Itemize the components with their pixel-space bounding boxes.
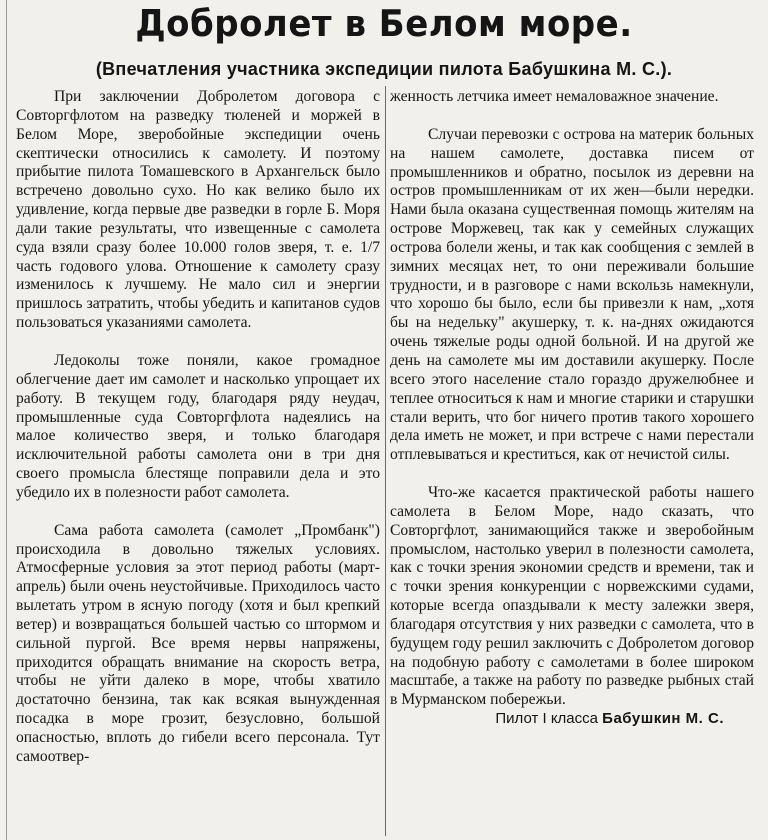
page-edge-rule <box>6 0 7 840</box>
signature <box>390 710 724 729</box>
article-title: Добролет в Белом море. <box>135 2 633 46</box>
right-column <box>390 88 754 729</box>
article-subtitle: (Впечатления участника экспедиции пилота Бабушкина М. С.). <box>95 59 673 79</box>
signature-name: Бабушкин М. С. <box>602 710 724 728</box>
paragraph-5: Что-же касается практической работы нашего самолета в Белом Море, надо сказать, что Совторгфлот, занимающийся также и зверобойным промыслом, настолько уверил в полезности самолета, как с точки зрения экономии средств и времени, так и с точки зрения конкуренции с норвежскими судами, которые всегда опаздывали к месту залежки зверя, благодаря отсутствия у них разведки с самолета, что в будущем году решил заключить с Добролетом договор на подобную работу с самолетами в более широком масштабе, а также на работу по разведке рыбных стай в Мурманском побережьи. <box>390 484 754 709</box>
paragraph-2: Ледоколы тоже поняли, какое громадное облегчение дает им самолет и насколько упрощает их работу. В текущем году, благодаря ряду неудач, промышленные суда Совторгфлота надеялись на малое количество зверя, и только благодаря исключительной работы самолета они в три дня своего промысла блестяще поправили дела и это убедило их в полезности работ самолета. <box>16 351 380 501</box>
paragraph-3-continued: женность летчика имеет немаловажное значение. <box>390 88 719 105</box>
paragraph-4: Случаи перевозки с острова на материк больных на нашем самолете, доставка писем от промышленников и обратно, посылок из деревни на остров промышленникам от их жен—были нередки. Нами была оказана существенная помощь жителям на острове Моржевец, так как у семейных служащих острова болели жены, и так как сообщения с землей в зимних месяцах нет, то они переживали большие трудности, и в разговоре с нами вскользь намекнули, что хорошо бы было, если бы привезли к нам, „хотя бы на недельку" акушерку, т. к. на-днях ожидаются очень тяжелые роды одной больной. И на другой же день на самолете мы им доставили акушерку. После всего этого население стало гораздо дружелюбнее и теплее относиться к нам и многие старики и старушки стали верить, что бог ничего против такого хорошего дела иметь не может, и при встрече с нами перестали отплевываться и креститься, как от нечистой силы. <box>390 125 754 464</box>
left-column <box>16 88 380 767</box>
signature-rank: Пилот I класса <box>495 710 598 728</box>
column-divider <box>385 86 386 836</box>
paragraph-3: Сама работа самолета (самолет „Промбанк") происходила в довольно тяжелых условиях. Атмосферные условия за этот период работы (март-апрель) были очень неустойчивые. Приходилось часто вылетать утром в ясную погоду (хотя и был крепкий ветер) и возвращаться большей частью со штормом и сильной пургой. Все время нервы напряжены, приходится обращать внимание на скорость ветра, чтобы не уйти далеко в море, чтобы хватило достаточно бензина, так как всякая вынужденная посадка в море грозит, безусловно, большой опасностью, вплоть до гибели всего персонала. Тут самоотвер- <box>16 521 380 765</box>
paragraph-1: При заключении Добролетом договора с Совторгфлотом на разведку тюленей и моржей в Белом Море, зверобойные экспедиции очень скептически относились к самолету. И поэтому прибытие пилота Томашевского в Архангельск было встречено довольно сухо. Но как велико было их удивление, когда первые две разведки в горле Б. Моря дали такие результаты, что извещенные с самолета суда взяли сразу более 10.000 голов зверя, т. е. 1/7 часть годового улова. Отношение к самолету сразу изменилось к лучшему. Не мало сил и энергии пришлось затратить, чтобы убедить и капитанов судов пользоваться указаниями самолета. <box>16 88 380 332</box>
